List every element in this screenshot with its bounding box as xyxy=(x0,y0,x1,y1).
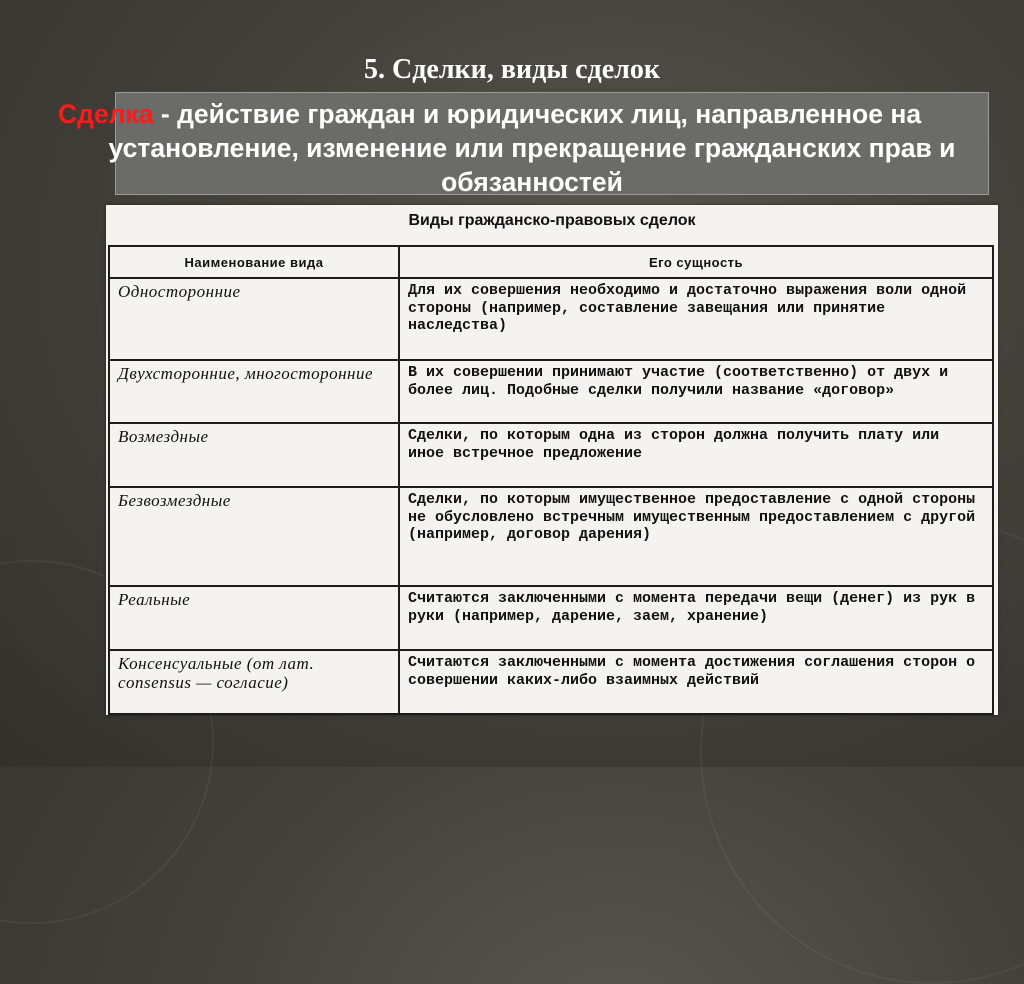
deal-types-table-image xyxy=(106,205,998,715)
row-type-name: Безвозмездные xyxy=(109,487,399,586)
row-type-name: Реальные xyxy=(109,586,399,650)
header-type-name: Наименование вида xyxy=(109,246,399,278)
definition-term: Сделка xyxy=(58,99,154,129)
header-essence: Его сущность xyxy=(399,246,993,278)
definition-line-3: обязанностей xyxy=(441,167,623,197)
table-row xyxy=(109,487,993,586)
row-essence: Считаются заключенными с момента передачи вещи (денег) из рук в руки (например, дарение, заем, хранение) xyxy=(399,586,993,650)
row-type-name: Возмездные xyxy=(109,423,399,487)
row-essence: В их совершении принимают участие (соответственно) от двух и более лиц. Подобные сделки получили название «договор» xyxy=(399,360,993,423)
definition-line-1 xyxy=(40,97,1024,131)
row-essence: Сделки, по которым имущественное предоставление с одной стороны не обусловлено встречным имущественным предоставлением с другой (например, договор дарения) xyxy=(399,487,993,586)
table-row xyxy=(109,650,993,714)
table-row xyxy=(109,360,993,423)
row-essence: Сделки, по которым одна из сторон должна получить плату или иное встречное предложение xyxy=(399,423,993,487)
definition-line-1-rest: - действие граждан и юридических лиц, направленное на xyxy=(153,99,922,129)
row-type-name: Консенсуальные (от лат. consensus — согласие) xyxy=(109,650,399,714)
definition-text xyxy=(40,97,1024,199)
table-row xyxy=(109,423,993,487)
row-essence: Считаются заключенными с момента достижения соглашения сторон о совершении каких-либо взаимных действий xyxy=(399,650,993,714)
row-type-name: Двухсторонние, многосторонние xyxy=(109,360,399,423)
row-essence: Для их совершения необходимо и достаточно выражения воли одной стороны (например, составление завещания или принятие наследства) xyxy=(399,278,993,360)
deal-types-table xyxy=(108,245,994,715)
definition-line-2: установление, изменение или прекращение гражданских прав и xyxy=(108,133,956,163)
table-header-row xyxy=(109,246,993,278)
table-row xyxy=(109,586,993,650)
row-type-name: Односторонние xyxy=(109,278,399,360)
table-title: Виды гражданско-правовых сделок xyxy=(408,212,696,229)
table-row xyxy=(109,278,993,360)
slide-title: 5. Сделки, виды сделок xyxy=(364,54,660,85)
